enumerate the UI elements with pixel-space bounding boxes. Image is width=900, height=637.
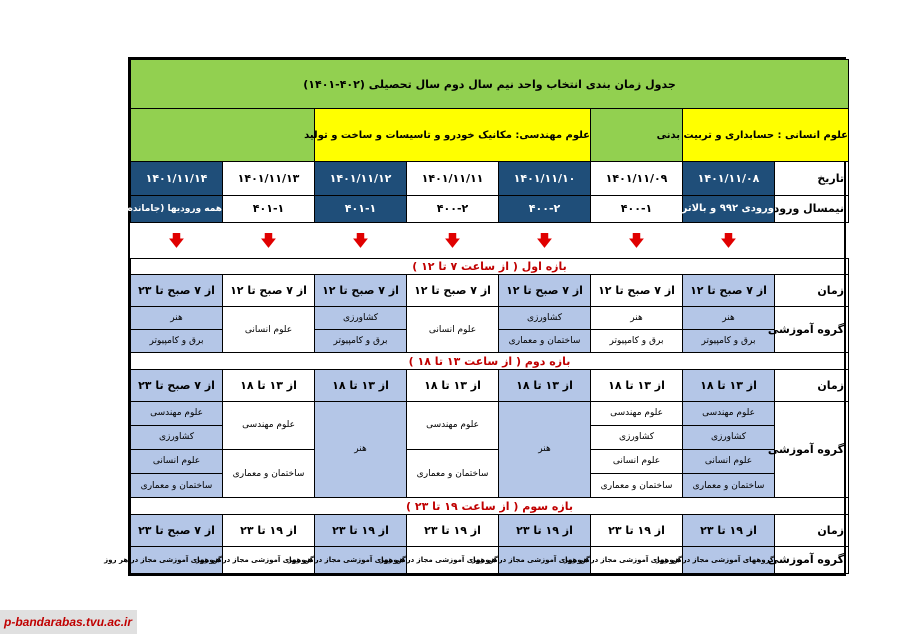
period1-group: برق و کامپیوتر (591, 330, 683, 353)
period2-group: ساختمان و معماری (591, 474, 683, 498)
time-label: زمان (775, 370, 849, 402)
period3-group: گروههای آموزشی مجاز در هر روز (591, 546, 683, 573)
period2-group: علوم انسانی (591, 449, 683, 473)
date-cell: ۱۴۰۱/۱۱/۱۱ (407, 161, 499, 195)
period3-group: گروههای آموزشی مجاز در هر روز (131, 546, 223, 573)
period1-time: از ۷ صبح تا ۱۲ (683, 275, 775, 307)
down-arrow-icon: 🡇 (315, 222, 407, 258)
period1-group: برق و کامپیوتر (131, 330, 223, 353)
period2-time: از ۷ صبح تا ۲۳ (131, 370, 223, 402)
period2-group: علوم مهندسی (591, 401, 683, 425)
period3-time: از ۱۹ تا ۲۳ (499, 515, 591, 547)
site-watermark: p-bandarabas.tvu.ac.ir (0, 610, 137, 634)
down-arrow-icon: 🡇 (223, 222, 315, 258)
period1-group: علوم انسانی (407, 306, 499, 352)
period1-title: بازه اول ( از ساعت ۷ تا ۱۲ ) (131, 258, 849, 275)
period2-time: از ۱۳ تا ۱۸ (591, 370, 683, 402)
time-label: زمان (775, 275, 849, 307)
down-arrow-icon: 🡇 (499, 222, 591, 258)
group-label: گروه آموزشی (775, 546, 849, 573)
schedule-table (104, 59, 849, 574)
period3-time: از ۱۹ تا ۲۳ (591, 515, 683, 547)
semester-cell: ۴۰۰-۲ (499, 195, 591, 222)
header-spacer-left (131, 109, 315, 162)
period3-time: از ۷ صبح تا ۲۳ (131, 515, 223, 547)
period1-time: از ۷ صبح تا ۱۲ (499, 275, 591, 307)
date-cell: ۱۴۰۱/۱۱/۰۸ (683, 161, 775, 195)
date-cell: ۱۴۰۱/۱۱/۱۴ (131, 161, 223, 195)
period2-time: از ۱۳ تا ۱۸ (223, 370, 315, 402)
down-arrow-icon: 🡇 (683, 222, 775, 258)
period3-group: گروههای آموزشی مجاز در هر روز (315, 546, 407, 573)
period2-group: علوم مهندسی (131, 401, 223, 425)
period2-group: علوم انسانی (683, 449, 775, 473)
period3-time: از ۱۹ تا ۲۳ (683, 515, 775, 547)
period3-group: گروههای آموزشی مجاز در هر روز (223, 546, 315, 573)
period1-group: هنر (131, 306, 223, 329)
period3-title: بازه سوم ( از ساعت ۱۹ تا ۲۳ ) (131, 498, 849, 515)
schedule-sheet (104, 57, 849, 576)
period2-group: ساختمان و معماری (131, 474, 223, 498)
header-engineering: علوم مهندسی: مکانیک خودرو و تاسیسات و ساخت و تولید (315, 109, 591, 162)
period1-group: علوم انسانی (223, 306, 315, 352)
down-arrow-icon: 🡇 (591, 222, 683, 258)
period1-time: از ۷ صبح تا ۲۳ (131, 275, 223, 307)
period2-time: از ۱۳ تا ۱۸ (499, 370, 591, 402)
period2-time: از ۱۳ تا ۱۸ (683, 370, 775, 402)
date-cell: ۱۴۰۱/۱۱/۱۲ (315, 161, 407, 195)
period1-group: برق و کامپیوتر (683, 330, 775, 353)
period2-group: علوم مهندسی (407, 401, 499, 449)
period3-group: گروههای آموزشی مجاز در هر روز (683, 546, 775, 573)
period2-time: از ۱۳ تا ۱۸ (407, 370, 499, 402)
page-title: جدول زمان بندی انتخاب واحد نیم سال دوم سال تحصیلی (۴۰۲-۱۴۰۱) (131, 60, 849, 109)
period2-group: ساختمان و معماری (223, 449, 315, 497)
period1-group: برق و کامپیوتر (315, 330, 407, 353)
semester-cell: ۴۰۰-۱ (591, 195, 683, 222)
period1-group: ساختمان و معماری (499, 330, 591, 353)
date-cell: ۱۴۰۱/۱۱/۱۰ (499, 161, 591, 195)
period2-group: هنر (499, 401, 591, 498)
period2-group: ساختمان و معماری (407, 449, 499, 497)
date-cell: ۱۴۰۱/۱۱/۰۹ (591, 161, 683, 195)
period3-time: از ۱۹ تا ۲۳ (223, 515, 315, 547)
period2-group: علوم مهندسی (683, 401, 775, 425)
period3-time: از ۱۹ تا ۲۳ (315, 515, 407, 547)
period3-group: گروههای آموزشی مجاز در هر روز (499, 546, 591, 573)
period1-group: هنر (591, 306, 683, 329)
semester-label: نیمسال ورود (775, 195, 849, 222)
semester-cell: ورودی ۹۹۲ و بالاتر (683, 195, 775, 222)
group-label: گروه آموزشی (775, 401, 849, 498)
period2-title: بازه دوم ( از ساعت ۱۳ تا ۱۸ ) (131, 353, 849, 370)
period1-time: از ۷ صبح تا ۱۲ (407, 275, 499, 307)
down-arrow-icon: 🡇 (131, 222, 223, 258)
group-label: گروه آموزشی (775, 306, 849, 352)
period3-group: گروههای آموزشی مجاز در هر روز (407, 546, 499, 573)
period2-time: از ۱۳ تا ۱۸ (315, 370, 407, 402)
period2-group: هنر (315, 401, 407, 498)
period1-time: از ۷ صبح تا ۱۲ (223, 275, 315, 307)
time-label: زمان (775, 515, 849, 547)
period1-time: از ۷ صبح تا ۱۲ (315, 275, 407, 307)
period1-group: کشاورزی (315, 306, 407, 329)
period2-group: کشاورزی (131, 425, 223, 449)
date-cell: ۱۴۰۱/۱۱/۱۳ (223, 161, 315, 195)
period1-group: کشاورزی (499, 306, 591, 329)
period3-time: از ۱۹ تا ۲۳ (407, 515, 499, 547)
date-label: تاریخ (775, 161, 849, 195)
header-humanities: علوم انسانی : حسابداری و تربیت بدنی (683, 109, 849, 162)
semester-cell: ۴۰۱-۱ (315, 195, 407, 222)
period2-group: علوم انسانی (131, 449, 223, 473)
down-arrow-icon: 🡇 (407, 222, 499, 258)
period2-group: علوم مهندسی (223, 401, 315, 449)
semester-cell: ۴۰۱-۱ (223, 195, 315, 222)
arrow-label-spacer (775, 222, 849, 258)
semester-cell: ۴۰۰-۲ (407, 195, 499, 222)
period1-group: هنر (683, 306, 775, 329)
period1-time: از ۷ صبح تا ۱۲ (591, 275, 683, 307)
period2-group: کشاورزی (683, 425, 775, 449)
period2-group: کشاورزی (591, 425, 683, 449)
period2-group: ساختمان و معماری (683, 474, 775, 498)
semester-cell: همه ورودیها (جامانده) (131, 195, 223, 222)
